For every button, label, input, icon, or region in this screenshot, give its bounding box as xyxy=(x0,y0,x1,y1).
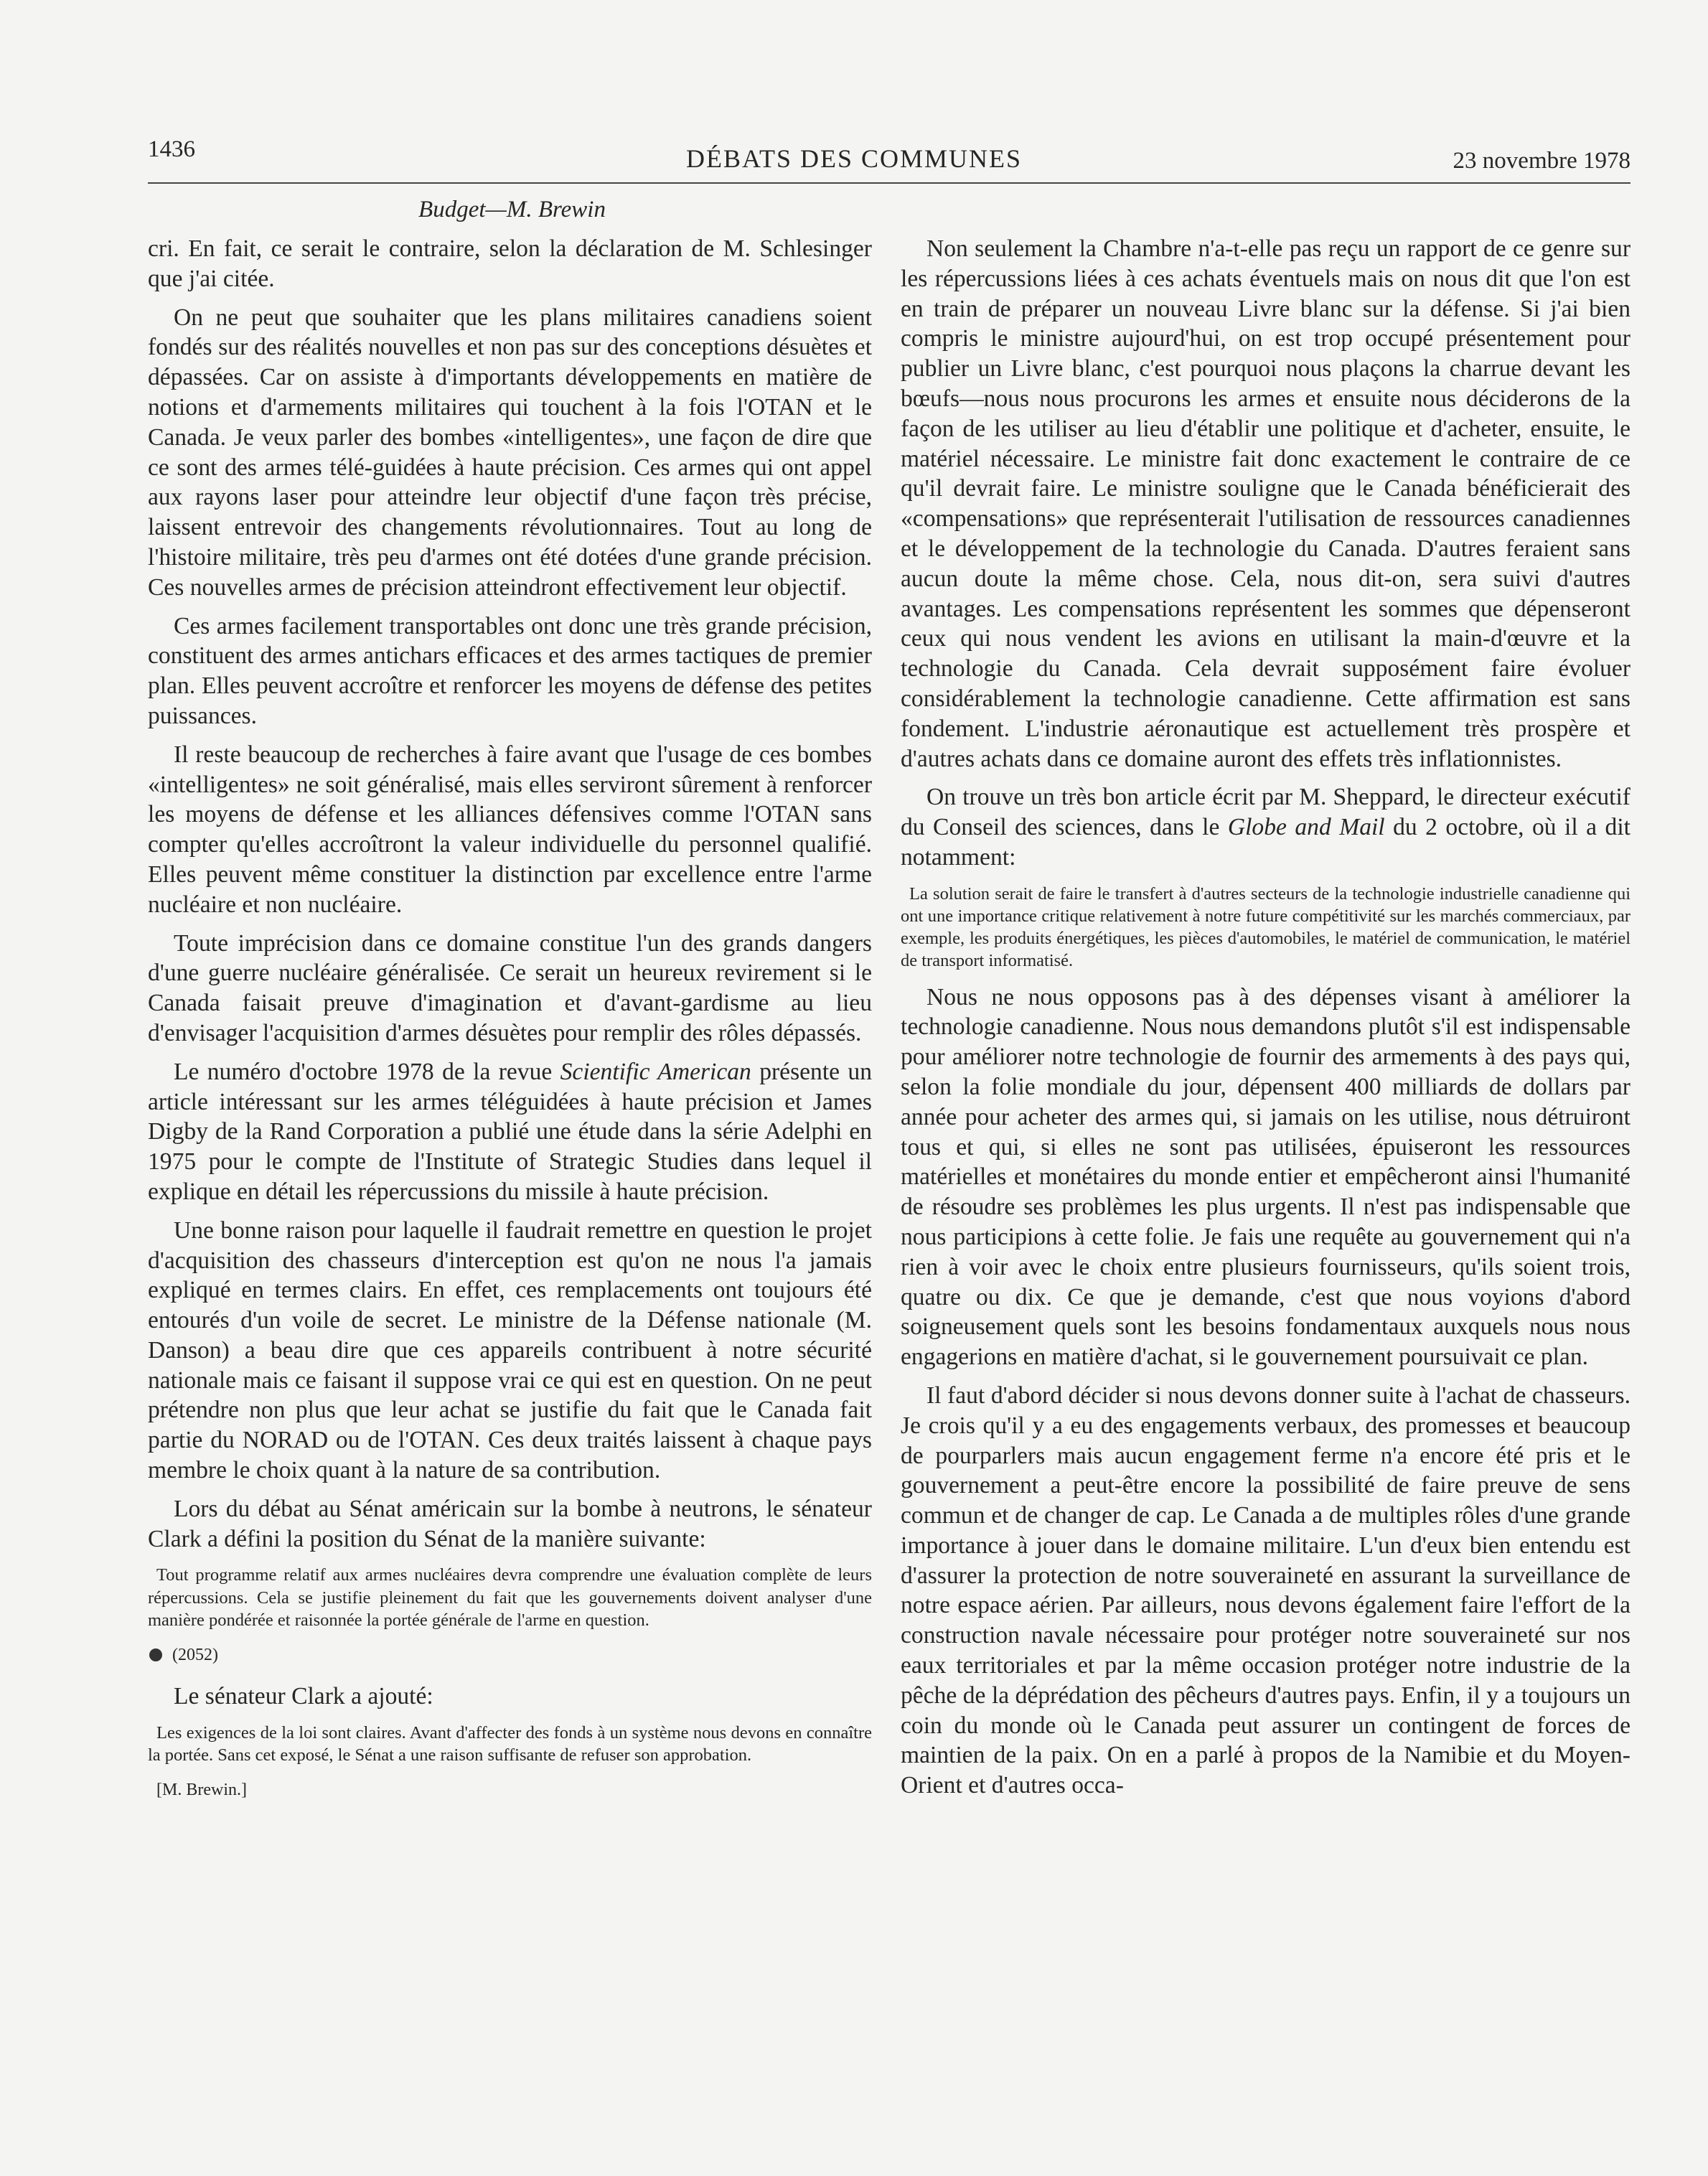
text-run: du 2 octobre, où il a dit notamment: xyxy=(901,814,1630,871)
running-head: Budget—M. Brewin xyxy=(418,197,606,222)
paragraph xyxy=(901,782,1630,872)
speaker-attribution: [M. Brewin.] xyxy=(156,1781,247,1800)
header-rule xyxy=(148,182,1630,184)
bullet-dot-icon xyxy=(149,1649,162,1661)
time-marker xyxy=(148,1644,872,1666)
paragraph: Le sénateur Clark a ajouté: xyxy=(174,1683,433,1710)
publication-title: DÉBATS DES COMMUNES xyxy=(685,144,1023,173)
paragraph: Toute imprécision dans ce domaine constitue l'un des grands dangers d'une guerre nucléaire généralisée. Ce serait un heureux revirement si le Canada faisait preuve d'imagination et d'avant-gardisme au lieu d'envisager l'acquisition d'armes désuètes pour remplir des rôles dépassés. xyxy=(148,929,872,1046)
block-quote: La solution serait de faire le transfert à d'autres secteurs de la technologie industrielle canadienne qui ont une importance critique relativement à notre future compétitivité sur les marchés commerciaux, par exemple, les produits énergétiques, les pièces d'automobiles, le matériel de communication, le matériel de transport informatisé. xyxy=(901,883,1630,971)
paragraph: cri. En fait, ce serait le contraire, selon la déclaration de M. Schlesinger que j'ai citée. xyxy=(148,235,872,292)
left-column xyxy=(148,234,872,1801)
paragraph: Ces armes facilement transportables ont donc une très grande précision, constituent des armes antichars efficaces et des armes tactiques de premier plan. Elles peuvent accroître et renforcer les moyens de défense des petites puissances. xyxy=(148,612,872,729)
page-number: 1436 xyxy=(148,136,195,162)
block-quote: Les exigences de la loi sont claires. Avant d'affecter des fonds à un système nous devons en connaître la portée. Sans cet exposé, le Sénat a une raison suffisante de refuser son approbation. xyxy=(148,1722,872,1765)
journal-title: Scientific American xyxy=(560,1058,751,1085)
paragraph: Il reste beaucoup de recherches à faire avant que l'usage de ces bombes «intelligentes» ne soit généralisé, mais elles serviront sûrement à renforcer les moyens de défense et les alliances défensives comme l'OTAN sans compter qu'elles accroîtront la valeur individuelle du personnel qualifié. Elles peuvent même constituer la distinction par excellence entre l'arme nucléaire et non nucléaire. xyxy=(148,741,872,918)
paragraph: Il faut d'abord décider si nous devons donner suite à l'achat de chasseurs. Je crois qu'il y a eu des engagements verbaux, des promesses et beaucoup de pourparlers mais aucun engagement ferme n'a encore été pris et le gouvernement a peut-être encore la possibilité de faire preuve de sens commun et de changer de cap. Le Canada a de multiples rôles d'une grande importance à jouer dans le domaine militaire. L'un d'eux bien entendu est d'assurer la protection de notre souveraineté en assurant la surveillance de notre espace aérien. Par ailleurs, nous devons également faire l'effort de la construction navale nécessaire pour protéger notre souveraineté sur nos eaux territoriales et par la même occasion protéger notre industrie de la pêche de la déprédation des pêcheurs d'autres pays. Enfin, il y a toujours un coin du monde où le Canada peut assurer un contingent de forces de maintien de la paix. On en a parlé à propos de la Namibie et du Moyen-Orient et d'autres occa- xyxy=(901,1382,1630,1799)
block-quote: Tout programme relatif aux armes nucléaires devra comprendre une évaluation complète de leurs répercussions. Cela se justifie pleinement du fait que les gouvernements doivent analyser d'une manière pondérée et raisonnée la portée générale de l'arme en question. xyxy=(148,1565,872,1630)
publication-date: 23 novembre 1978 xyxy=(1453,148,1630,174)
time-marker-text: (2052) xyxy=(172,1646,218,1665)
paragraph: Nous ne nous opposons pas à des dépenses visant à améliorer la technologie canadienne. Nous nous demandons plutôt s'il est indispensable pour améliorer notre technologie de fournir des armements à des pays qui, selon la folie mondiale du jour, dépensent 400 milliards de dollars par année pour acheter des armes qui, si jamais on les utilise, nous détruiront tous et qui, si elles ne sont pas utilisées, épuiseront les ressources matérielles et monétaires du monde entier et empêcheront ainsi l'humanité de résoudre ses problèmes les plus urgents. Il n'est pas indispensable que nous participions à cette folie. Je fais une requête au gouvernement qui n'a rien à voir avec le choix entre plusieurs fournisseurs, qu'ils soient trois, quatre ou dix. Ce que je demande, c'est que nous voyions d'abord soigneusement quels sont les besoins fondamentaux auxquels nous nous engagerions en matière d'achat, si le gouvernement poursuivait ce plan. xyxy=(901,983,1630,1371)
text-run: présente un article intéressant sur les armes téléguidées à haute précision et James Digby de la Rand Corporation a publié une étude dans la série Adelphi en 1975 pour le compte de l'Institute of Strategic Studies dans lequel il explique en détail les répercussions du missile à haute précision. xyxy=(148,1058,873,1205)
paragraph: On ne peut que souhaiter que les plans militaires canadiens soient fondés sur des réalités nouvelles et non pas sur des conceptions désuètes et dépassées. Car on assiste à d'importants développements en matière de notions et d'armements militaires qui touchent à la fois l'OTAN et le Canada. Je veux parler des bombes «intelligentes», une façon de dire que ce sont des armes télé-guidées à haute précision. Ces armes qui ont appel aux rayons laser pour atteindre leur objectif d'une façon très précise, laissent entrevoir des changements révolutionnaires. Tout au long de l'histoire militaire, très peu d'armes ont été dotées d'une grande précision. Ces nouvelles armes de précision atteindront effectivement leur objectif. xyxy=(148,304,872,601)
paragraph: Une bonne raison pour laquelle il faudrait remettre en question le projet d'acquisition des chasseurs d'interception est qu'on ne nous l'a jamais expliqué en termes clairs. En effet, ces remplacements ont toujours été entourés d'un voile de secret. Le ministre de la Défense nationale (M. Danson) a beau dire que ces appareils contribuent à notre sécurité nationale mais ce faisant il suppose vrai ce qui est en question. On ne peut prétendre non plus que leur achat se justifie du fait que le Canada fait partie du NORAD ou de l'OTAN. Ces deux traités laissent à chaque pays membre le choix quant à la nature de sa contribution. xyxy=(148,1216,872,1484)
paragraph xyxy=(148,1057,872,1207)
right-column xyxy=(901,234,1630,1801)
text-run: Le numéro d'octobre 1978 de la revue xyxy=(174,1058,560,1085)
paragraph: Non seulement la Chambre n'a-t-elle pas reçu un rapport de ce genre sur les répercussions liées à ces achats éventuels mais on nous dit que l'on est en train de préparer un nouveau Livre blanc sur la défense. Si j'ai bien compris le ministre aujourd'hui, on est trop occupé présentement pour publier un Livre blanc, c'est pourquoi nous plaçons la charrue devant les bœufs—nous nous procurons les armes et ensuite nous déciderons de la façon de les utiliser au lieu d'établir une politique et d'acheter, ensuite, le matériel nécessaire. Le ministre fait donc exactement le contraire de ce qu'il devrait faire. Le ministre souligne que le Canada bénéficierait des «compensations» que représenterait l'utilisation de ressources canadiennes et le développement de la technologie du Canada. D'autres feraient sans aucun doute la même chose. Cela, nous dit-on, sera suivi d'autres avantages. Les compensations représentent les sommes que dépenseront ceux qui nous vendent les avions en utilisant la main-d'œuvre et la technologie du Canada. Cela devrait supposément faire évoluer considérablement la technologie canadienne. Cette affirmation est sans fondement. L'industrie aéronautique est actuellement très prospère et d'autres achats dans ce domaine auront des effets très inflationnistes. xyxy=(901,235,1630,772)
newspaper-title: Globe and Mail xyxy=(1227,814,1385,841)
paragraph: Lors du débat au Sénat américain sur la bombe à neutrons, le sénateur Clark a défini la position du Sénat de la manière suivante: xyxy=(148,1495,872,1552)
text-run: On trouve un très bon article écrit par M. Sheppard, le directeur exécutif du Conseil des sciences, dans le xyxy=(901,784,1630,841)
